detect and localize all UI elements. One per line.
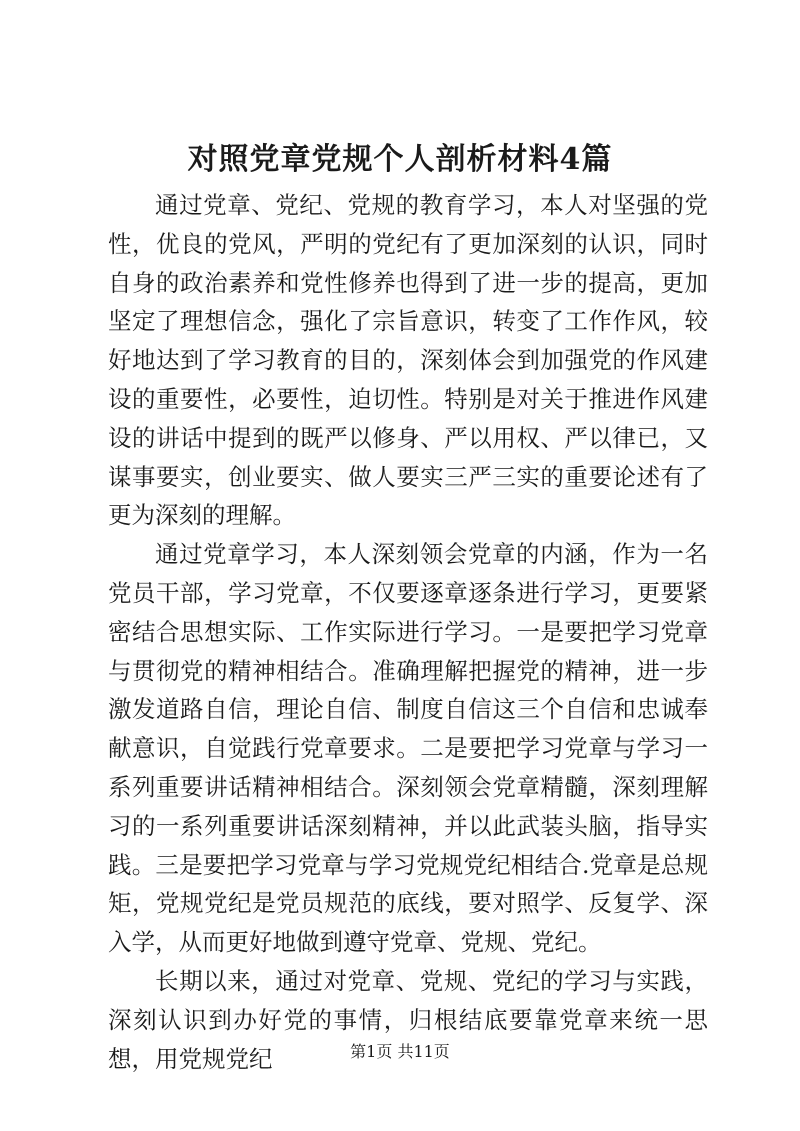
document-title: 对照党章党规个人剖析材料4篇: [187, 142, 613, 177]
document-body: [108, 186, 708, 1078]
paragraph-2: 通过党章学习，本人深刻领会党章的内涵，作为一名党员干部，学习党章，不仅要逐章逐条进行学习，更要紧密结合思想实际、工作实际进行学习。一是要把学习党章与贯彻党的精神相结合。准确理解把握党的精神，进一步激发道路自信，理论自信、制度自信这三个自信和忠诚奉献意识，自觉践行党章要求。二是要把学习党章与学习一系列重要讲话精神相结合。深刻领会党章精髓，深刻理解习的一系列重要讲话深刻精神，并以此武装头脑，指导实践。三是要把学习党章与学习党规党纪相结合.党章是总规矩，党规党纪是党员规范的底线，要对照学、反复学、深入学，从而更好地做到遵守党章、党规、党纪。: [108, 540, 708, 957]
paragraph-3: 长期以来，通过对党章、党规、党纪的学习与实践，深刻认识到办好党的事情，归根结底要靠党章来统一思想，用党规党纪: [108, 966, 708, 1073]
page-number-footer: 第1页 共11页: [350, 1042, 450, 1061]
paragraph-1: 通过党章、党纪、党规的教育学习，本人对坚强的党性，优良的党风，严明的党纪有了更加深刻的认识，同时自身的政治素养和党性修养也得到了进一步的提高，更加坚定了理想信念，强化了宗旨意识，转变了工作作风，较好地达到了学习教育的目的，深刻体会到加强党的作风建设的重要性，必要性，迫切性。特别是对关于推进作风建设的讲话中提到的既严以修身、严以用权、严以律已，又谋事要实，创业要实、做人要实三严三实的重要论述有了更为深刻的理解。: [108, 191, 708, 530]
